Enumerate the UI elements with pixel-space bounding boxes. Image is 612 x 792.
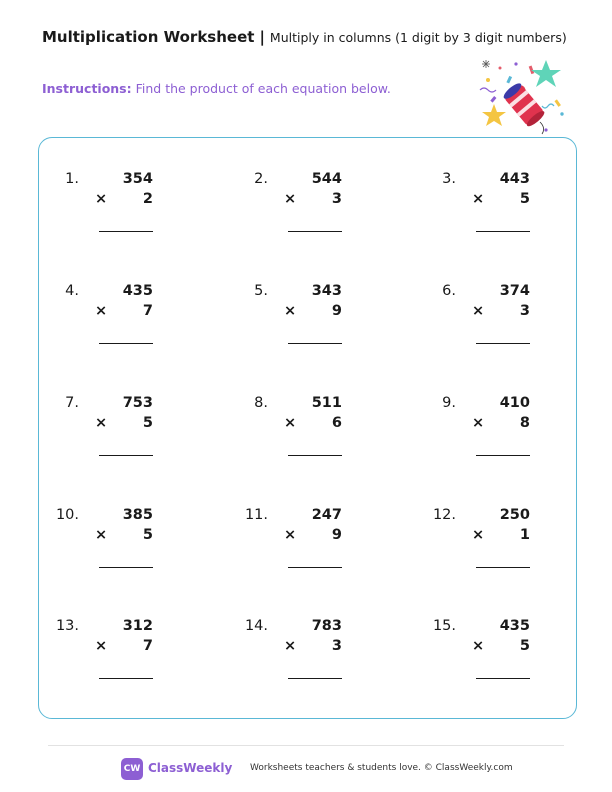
times-sign: × <box>472 638 485 654</box>
answer-line[interactable] <box>288 231 342 232</box>
worksheet-title: Multiplication Worksheet <box>42 28 255 46</box>
instructions <box>42 81 391 96</box>
footer <box>0 756 612 780</box>
problem-number: 6. <box>442 283 456 299</box>
multiplicand: 312 <box>122 618 153 634</box>
times-sign: × <box>95 527 108 543</box>
problem-6 <box>422 283 572 363</box>
problem-8 <box>234 395 384 475</box>
times-sign: × <box>284 303 297 319</box>
multiplier: 3 <box>519 303 530 319</box>
classweekly-logo-icon: CW <box>121 758 143 780</box>
problem-1 <box>45 171 195 251</box>
times-sign: × <box>95 415 108 431</box>
answer-line[interactable] <box>476 231 530 232</box>
times-sign: × <box>95 191 108 207</box>
multiplicand: 783 <box>311 618 342 634</box>
answer-line[interactable] <box>99 567 153 568</box>
multiplicand: 343 <box>311 283 342 299</box>
answer-line[interactable] <box>476 567 530 568</box>
problem-15 <box>422 618 572 698</box>
times-sign: × <box>284 638 297 654</box>
problem-10 <box>45 507 195 587</box>
instructions-text: Find the product of each equation below. <box>135 81 391 96</box>
multiplier: 3 <box>331 638 342 654</box>
problem-5 <box>234 283 384 363</box>
problem-number: 14. <box>244 618 268 634</box>
multiplier: 9 <box>331 303 342 319</box>
problem-number: 13. <box>55 618 79 634</box>
times-sign: × <box>284 527 297 543</box>
multiplier: 5 <box>519 638 530 654</box>
multiplier: 7 <box>142 638 153 654</box>
problem-number: 12. <box>432 507 456 523</box>
problem-number: 5. <box>254 283 268 299</box>
problem-2 <box>234 171 384 251</box>
problem-11 <box>234 507 384 587</box>
problem-number: 7. <box>65 395 79 411</box>
multiplier: 2 <box>142 191 153 207</box>
times-sign: × <box>472 415 485 431</box>
problem-number: 9. <box>442 395 456 411</box>
multiplier: 7 <box>142 303 153 319</box>
times-sign: × <box>95 638 108 654</box>
instructions-label: Instructions: <box>42 81 132 96</box>
multiplier: 1 <box>519 527 530 543</box>
answer-line[interactable] <box>99 343 153 344</box>
times-sign: × <box>472 303 485 319</box>
answer-line[interactable] <box>476 455 530 456</box>
multiplier: 5 <box>142 527 153 543</box>
multiplier: 9 <box>331 527 342 543</box>
multiplier: 6 <box>331 415 342 431</box>
times-sign: × <box>472 191 485 207</box>
multiplicand: 443 <box>499 171 530 187</box>
multiplicand: 435 <box>499 618 530 634</box>
problem-13 <box>45 618 195 698</box>
problem-7 <box>45 395 195 475</box>
title-separator: | <box>259 28 265 46</box>
footer-divider <box>48 745 564 746</box>
multiplicand: 354 <box>122 171 153 187</box>
problem-number: 1. <box>65 171 79 187</box>
party-popper-icon <box>476 56 568 140</box>
problem-14 <box>234 618 384 698</box>
problem-number: 10. <box>55 507 79 523</box>
answer-line[interactable] <box>476 678 530 679</box>
multiplier: 3 <box>331 191 342 207</box>
problem-number: 8. <box>254 395 268 411</box>
problem-12 <box>422 507 572 587</box>
answer-line[interactable] <box>288 567 342 568</box>
problem-9 <box>422 395 572 475</box>
multiplicand: 544 <box>311 171 342 187</box>
multiplier: 5 <box>519 191 530 207</box>
problem-number: 4. <box>65 283 79 299</box>
problem-3 <box>422 171 572 251</box>
multiplicand: 385 <box>122 507 153 523</box>
multiplicand: 410 <box>499 395 530 411</box>
times-sign: × <box>284 415 297 431</box>
times-sign: × <box>95 303 108 319</box>
multiplicand: 753 <box>122 395 153 411</box>
worksheet-header <box>42 28 567 46</box>
multiplicand: 374 <box>499 283 530 299</box>
multiplier: 8 <box>519 415 530 431</box>
footer-tagline: Worksheets teachers & students love. © ClassWeekly.com <box>250 763 513 773</box>
answer-line[interactable] <box>99 455 153 456</box>
brand-name: ClassWeekly <box>148 761 233 775</box>
multiplicand: 250 <box>499 507 530 523</box>
times-sign: × <box>284 191 297 207</box>
problem-number: 11. <box>244 507 268 523</box>
times-sign: × <box>472 527 485 543</box>
problem-4 <box>45 283 195 363</box>
answer-line[interactable] <box>288 343 342 344</box>
multiplicand: 247 <box>311 507 342 523</box>
problem-number: 2. <box>254 171 268 187</box>
answer-line[interactable] <box>99 678 153 679</box>
problem-number: 3. <box>442 171 456 187</box>
multiplicand: 511 <box>311 395 342 411</box>
answer-line[interactable] <box>288 678 342 679</box>
multiplicand: 435 <box>122 283 153 299</box>
answer-line[interactable] <box>476 343 530 344</box>
answer-line[interactable] <box>288 455 342 456</box>
problem-number: 15. <box>432 618 456 634</box>
answer-line[interactable] <box>99 231 153 232</box>
multiplier: 5 <box>142 415 153 431</box>
worksheet-subtitle: Multiply in columns (1 digit by 3 digit numbers) <box>269 30 567 45</box>
